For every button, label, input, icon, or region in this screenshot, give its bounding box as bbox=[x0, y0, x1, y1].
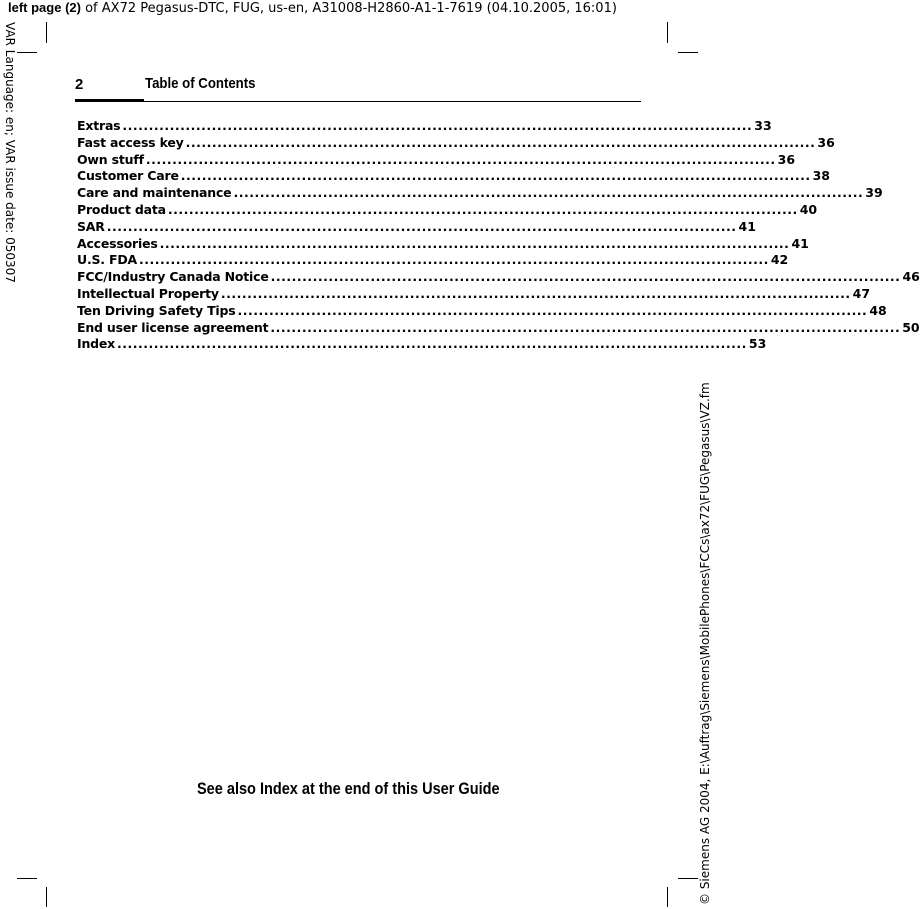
toc-entry-title: Intellectual Property bbox=[77, 285, 219, 301]
crop-mark bbox=[678, 52, 698, 53]
file-info: of AX72 Pegasus-DTC, FUG, us-en, A31008-H2860-A1-1-7619 (04.10.2005, 16:01) bbox=[80, 1, 617, 16]
crop-mark bbox=[17, 878, 37, 879]
toc-leader-dots: ........................................................................................................................ bbox=[270, 269, 901, 285]
toc-entry[interactable] bbox=[77, 118, 772, 135]
file-header bbox=[8, 0, 617, 17]
crop-mark bbox=[667, 887, 668, 907]
toc-leader-dots: ........................................................................................................................ bbox=[106, 218, 737, 234]
toc-leader-dots: ........................................................................................................................ bbox=[180, 168, 811, 184]
toc-entry[interactable] bbox=[77, 218, 756, 236]
toc-entry[interactable] bbox=[77, 134, 835, 152]
toc-entry-title: Index bbox=[77, 336, 116, 352]
toc-entry-page: 40 bbox=[799, 201, 818, 217]
toc-entry-title: SAR bbox=[77, 218, 105, 234]
toc-entry-page: 47 bbox=[852, 285, 871, 301]
toc-entry-page: 42 bbox=[770, 252, 789, 268]
toc-entry-title: Ten Driving Safety Tips bbox=[77, 302, 236, 318]
toc-leader-dots: ........................................................................................................................ bbox=[139, 252, 769, 268]
var-language-text: VAR Language: en; VAR issue date: 050307 bbox=[3, 22, 17, 283]
toc-entry-page: 39 bbox=[865, 185, 883, 201]
toc-entry[interactable] bbox=[77, 185, 883, 202]
toc-entry-title: Own stuff bbox=[77, 151, 144, 167]
toc-entry-page: 46 bbox=[902, 269, 920, 285]
toc-leader-dots: ........................................................................................................................ bbox=[220, 285, 851, 301]
toc-leader-dots: ........................................................................................................................ bbox=[117, 336, 747, 352]
toc-leader-dots: ........................................................................................................................ bbox=[185, 134, 816, 150]
toc-entry[interactable] bbox=[77, 235, 809, 253]
crop-mark bbox=[17, 52, 37, 53]
toc-entry[interactable] bbox=[77, 302, 887, 320]
toc-entry-title: Fast access key bbox=[77, 134, 184, 150]
copyright-path-text: © Siemens AG 2004, E:\Auftrag\Siemens\MobilePhones\FCCs\ax72\FUG\Pegasus\VZ.fm bbox=[698, 382, 712, 905]
crop-mark bbox=[667, 22, 668, 43]
toc-leader-dots: ........................................................................................................................ bbox=[145, 151, 776, 167]
toc-entry[interactable] bbox=[77, 336, 767, 353]
header-rule-thick bbox=[75, 99, 144, 102]
toc-entry-page: 41 bbox=[791, 235, 809, 251]
toc-entry-page: 48 bbox=[869, 302, 887, 318]
toc-leader-dots: ........................................................................................................................ bbox=[167, 201, 798, 217]
toc-entry-title: FCC/Industry Canada Notice bbox=[77, 269, 269, 285]
toc-leader-dots: ........................................................................................................................ bbox=[270, 319, 901, 335]
toc-entry-title: Accessories bbox=[77, 235, 158, 251]
page-number: 2 bbox=[75, 76, 84, 93]
toc-entry[interactable] bbox=[77, 168, 830, 185]
toc-entry-page: 38 bbox=[812, 168, 830, 184]
toc-leader-dots: ........................................................................................................................ bbox=[233, 185, 864, 201]
header-rule bbox=[143, 101, 641, 102]
toc-entry-page: 41 bbox=[738, 218, 756, 234]
crop-mark bbox=[678, 878, 698, 879]
toc-leader-dots: ........................................................................................................................ bbox=[159, 235, 790, 251]
toc-entry-page: 36 bbox=[777, 151, 796, 167]
toc-entry-page: 36 bbox=[817, 134, 835, 150]
toc-entry[interactable] bbox=[77, 269, 920, 286]
toc-entry[interactable] bbox=[77, 201, 818, 219]
toc-entry[interactable] bbox=[77, 252, 789, 269]
left-page-label: left page (2) bbox=[8, 0, 81, 15]
crop-mark bbox=[46, 887, 47, 907]
crop-mark bbox=[46, 22, 47, 43]
toc-entry-page: 53 bbox=[748, 336, 767, 352]
toc-entry[interactable] bbox=[77, 319, 920, 337]
table-of-contents bbox=[77, 118, 920, 353]
toc-entry[interactable] bbox=[77, 285, 871, 303]
toc-entry-page: 50 bbox=[902, 319, 920, 335]
toc-leader-dots: ........................................................................................................................ bbox=[237, 302, 868, 318]
toc-entry-title: Extras bbox=[77, 118, 121, 133]
index-note: See also Index at the end of this User Guide bbox=[197, 780, 500, 798]
toc-entry-title: End user license agreement bbox=[77, 319, 269, 335]
toc-leader-dots: ........................................................................................................................ bbox=[122, 118, 753, 133]
toc-entry-title: Product data bbox=[77, 201, 166, 217]
right-margin-note bbox=[695, 360, 715, 905]
page-title: Table of Contents bbox=[145, 75, 256, 92]
toc-entry-title: Care and maintenance bbox=[77, 185, 232, 201]
toc-entry-title: U.S. FDA bbox=[77, 252, 137, 268]
left-margin-note bbox=[0, 22, 20, 442]
toc-entry[interactable] bbox=[77, 151, 796, 169]
toc-entry-title: Customer Care bbox=[77, 168, 179, 184]
toc-entry-page: 33 bbox=[754, 118, 772, 133]
